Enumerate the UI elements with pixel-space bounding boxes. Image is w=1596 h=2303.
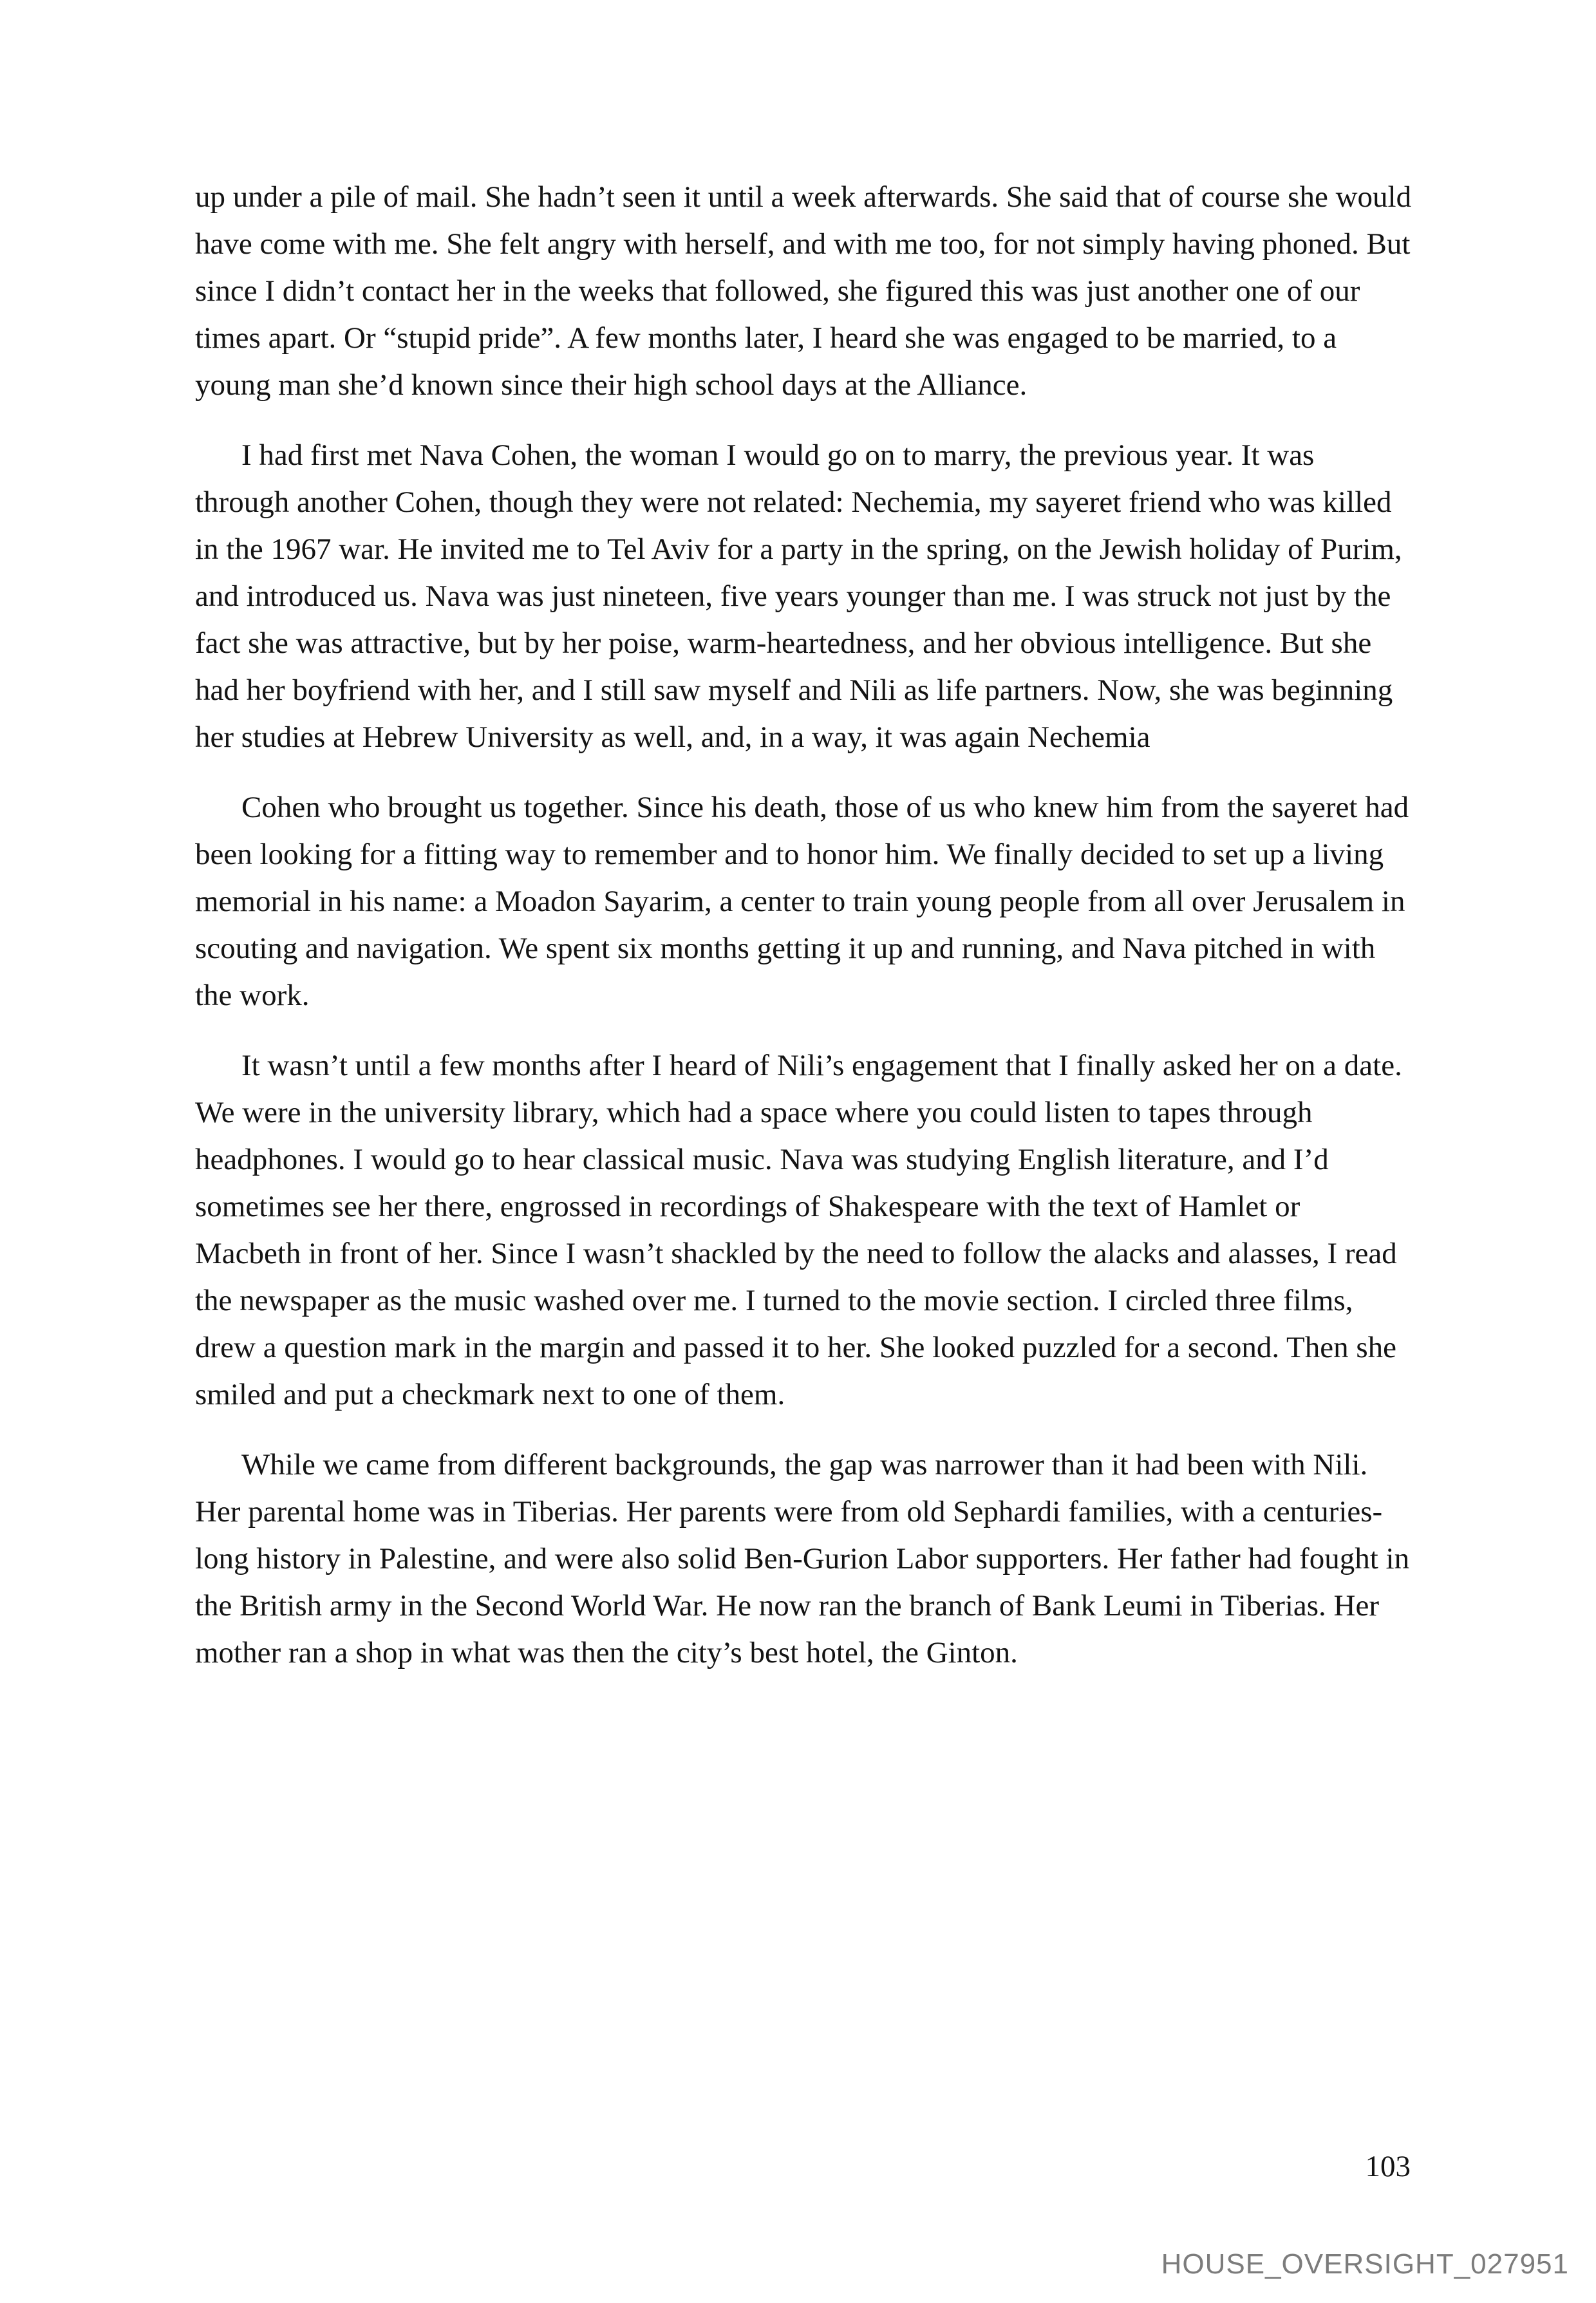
page-body-text <box>195 174 1412 1700</box>
paragraph: Cohen who brought us together. Since his death, those of us who knew him from the sayeret had been looking for a fitting way to remember and to honor him. We finally decided to set up a living memorial in his name: a Moadon Sayarim, a center to train young people from all over Jerusalem in scouting and navigation. We spent six months getting it up and running, and Nava pitched in with the work. <box>195 791 1409 1012</box>
page-number: 103 <box>1365 2150 1411 2183</box>
paragraph: It wasn’t until a few months after I heard of Nili’s engagement that I finally asked her on a date. We were in the university library, which had a space where you could listen to tapes through headphones. I would go to hear classical music. Nava was studying English literature, and I’d sometimes see her there, engrossed in recordings of Shakespeare with the text of Hamlet or Macbeth in front of her. Since I wasn’t shackled by the need to follow the alacks and alasses, I read the newspaper as the music washed over me. I turned to the movie section. I circled three films, drew a question mark in the margin and passed it to her. She looked puzzled for a second. Then she smiled and put a checkmark next to one of them. <box>195 1049 1402 1411</box>
paragraph: While we came from different backgrounds, the gap was narrower than it had been with Nili. Her parental home was in Tiberias. Her parents were from old Sephardi families, with a centuries-long history in Palestine, and were also solid Ben-Gurion Labor supporters. Her father had fought in the British army in the Second World War. He now ran the branch of Bank Leumi in Tiberias. Her mother ran a shop in what was then the city’s best hotel, the Ginton. <box>195 1448 1410 1669</box>
watermark-stamp: HOUSE_OVERSIGHT_027951 <box>1161 2248 1569 2280</box>
paragraph: up under a pile of mail. She hadn’t seen it until a week afterwards. She said that of course she would have come with me. She felt angry with herself, and with me too, for not simply having phoned. But since I didn’t contact her in the weeks that followed, she figured this was just another one of our times apart. Or “stupid pride”. A few months later, I heard she was engaged to be married, to a young man she’d known since their high school days at the Alliance. <box>195 180 1412 402</box>
paragraph: I had first met Nava Cohen, the woman I would go on to marry, the previous year. It was through another Cohen, though they were not related: Nechemia, my sayeret friend who was killed in the 1967 war. He invited me to Tel Aviv for a party in the spring, on the Jewish holiday of Purim, and introduced us. Nava was just nineteen, five years younger than me. I was struck not just by the fact she was attractive, but by her poise, warm-heartedness, and her obvious intelligence. But she had her boyfriend with her, and I still saw myself and Nili as life partners. Now, she was beginning her studies at Hebrew University as well, and, in a way, it was again Nechemia <box>195 438 1402 754</box>
